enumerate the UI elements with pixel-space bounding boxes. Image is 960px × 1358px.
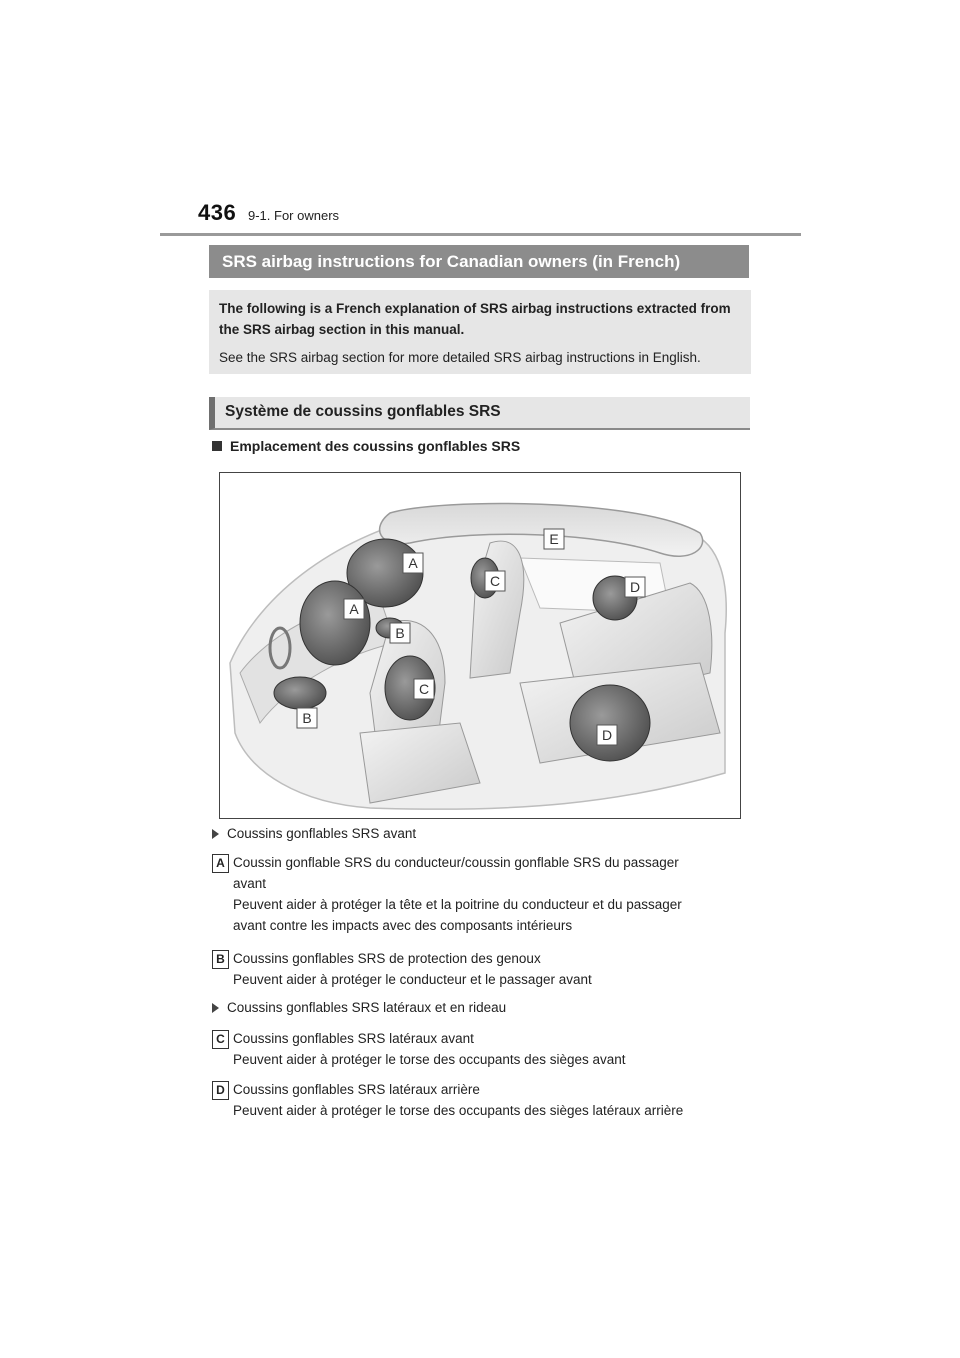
callout-D-upper: [625, 577, 645, 597]
item-label-C: C: [212, 1030, 229, 1049]
callout-C-lower: [414, 679, 434, 699]
callout-A-upper: [403, 553, 423, 573]
svg-text:B: B: [302, 710, 312, 726]
item-A-text: [233, 852, 743, 936]
svg-text:C: C: [489, 573, 501, 589]
callout-B-lower: [297, 708, 317, 728]
airbag-location-figure: [219, 472, 741, 819]
callout-D-lower: [597, 725, 617, 745]
callout-E: [544, 529, 564, 549]
item-label-A: A: [212, 854, 229, 873]
item-D-text: [233, 1079, 743, 1121]
bullet-side-curtain-text: Coussins gonflables SRS latéraux et en rideau: [227, 1000, 507, 1015]
section-heading-text: Emplacement des coussins gonflables SRS: [230, 438, 521, 454]
svg-text:D: D: [629, 579, 641, 595]
item-B-line-1: Coussins gonflables SRS de protection des genoux: [233, 951, 541, 966]
header-divider: [160, 233, 801, 236]
item-C-line-2: Peuvent aider à protéger le torse des occupants des sièges avant: [233, 1052, 626, 1067]
rear-side-airbag-left: [570, 685, 650, 761]
item-A-line-4: avant contre les impacts avec des composants intérieurs: [233, 918, 573, 933]
bullet-side-curtain-airbags: [212, 1000, 506, 1015]
triangle-bullet-icon: [212, 829, 219, 839]
svg-text:A: A: [349, 601, 359, 617]
svg-text:D: D: [601, 727, 613, 743]
item-B-text: [233, 948, 743, 990]
chapter-banner: SRS airbag instructions for Canadian owners (in French): [209, 245, 749, 278]
intro-box: [209, 290, 751, 374]
triangle-bullet-icon: [212, 1003, 219, 1013]
square-bullet-icon: [212, 441, 222, 451]
item-label-B: B: [212, 950, 229, 969]
item-A-line-3: Peuvent aider à protéger la tête et la poitrine du conducteur et du passager: [233, 897, 682, 912]
svg-text:B: B: [395, 625, 405, 641]
item-A-line-2: avant: [233, 876, 267, 891]
callout-C-upper: [485, 571, 505, 591]
item-B-line-2: Peuvent aider à protéger le conducteur et le passager avant: [233, 972, 592, 987]
page-number: 436: [198, 200, 237, 225]
item-A-line-1: Coussin gonflable SRS du conducteur/coussin gonflable SRS du passager: [233, 855, 679, 870]
bullet-front-airbags: [212, 826, 416, 841]
subheading: Système de coussins gonflables SRS: [209, 397, 750, 430]
item-C-line-1: Coussins gonflables SRS latéraux avant: [233, 1031, 474, 1046]
driver-front-airbag: [300, 581, 370, 665]
section-title: 9-1. For owners: [248, 208, 340, 223]
svg-text:C: C: [418, 681, 430, 697]
driver-knee-airbag: [274, 677, 326, 709]
item-C-text: [233, 1028, 743, 1070]
item-D-line-2: Peuvent aider à protéger le torse des occupants des sièges latéraux arrière: [233, 1103, 684, 1118]
section-heading: [212, 438, 520, 454]
svg-text:E: E: [549, 531, 559, 547]
item-label-D: D: [212, 1081, 229, 1100]
intro-paragraph-2: See the SRS airbag section for more detailed SRS airbag instructions in English.: [219, 350, 701, 365]
bullet-front-text: Coussins gonflables SRS avant: [227, 826, 417, 841]
item-D-line-1: Coussins gonflables SRS latéraux arrière: [233, 1082, 480, 1097]
car-interior-illustration: [220, 473, 740, 818]
callout-B-upper: [390, 623, 410, 643]
callout-A-lower: [344, 599, 364, 619]
svg-text:A: A: [408, 555, 418, 571]
intro-paragraph-1: The following is a French explanation of SRS airbag instructions extracted from the SRS airbag section in this manual.: [219, 301, 731, 337]
